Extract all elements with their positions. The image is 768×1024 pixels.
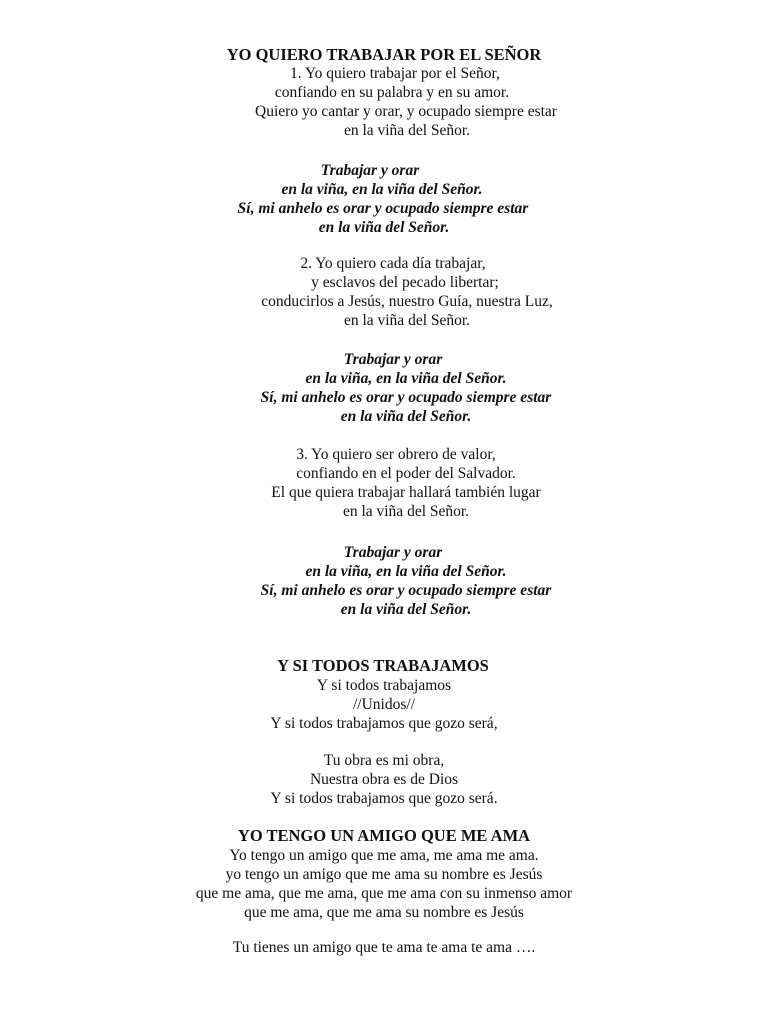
verse-line: yo tengo un amigo que me ama su nombre es Jesús (225, 866, 543, 883)
song-title: YO QUIERO TRABAJAR POR EL SEÑOR (226, 45, 542, 64)
chorus-line: Trabajar y orar (320, 162, 420, 179)
chorus-line: Sí, mi anhelo es orar y ocupado siempre estar (260, 389, 552, 406)
verse-line: conducirlos a Jesús, nuestro Guía, nuestra Luz, (261, 293, 553, 310)
verse-line: confiando en su palabra y en su amor. (274, 84, 510, 101)
verse-line: Nuestra obra es de Dios (309, 771, 459, 788)
chorus-line: en la viña, en la viña del Señor. (281, 181, 483, 198)
chorus-line: en la viña, en la viña del Señor. (305, 563, 507, 580)
verse-line: Y si todos trabajamos que gozo será. (270, 790, 498, 807)
chorus-line: Trabajar y orar (343, 544, 443, 561)
chorus-line: en la viña, en la viña del Señor. (305, 370, 507, 387)
verse-line: 2. Yo quiero cada día trabajar, (300, 255, 486, 272)
chorus-line: Sí, mi anhelo es orar y ocupado siempre estar (260, 582, 552, 599)
verse-line: Yo tengo un amigo que me ama, me ama me ama. (229, 847, 539, 864)
song-title: Y SI TODOS TRABAJAMOS (277, 656, 489, 675)
verse-line: en la viña del Señor. (342, 503, 470, 520)
verse-line: Y si todos trabajamos (316, 677, 452, 694)
verse-line: Tu obra es mi obra, (323, 752, 445, 769)
verse-line: Tu tienes un amigo que te ama te ama te ama …. (232, 939, 536, 956)
chorus-line: en la viña del Señor. (340, 601, 472, 618)
verse-line: 3. Yo quiero ser obrero de valor, (296, 446, 496, 463)
verse-line: Quiero yo cantar y orar, y ocupado siempre estar (255, 103, 557, 120)
chorus-line: en la viña del Señor. (340, 408, 472, 425)
verse-line: en la viña del Señor. (343, 312, 471, 329)
chorus-line: en la viña del Señor. (318, 219, 450, 236)
verse-line: en la viña del Señor. (343, 122, 471, 139)
verse-line: y esclavos del pecado libertar; (311, 274, 499, 291)
verse-line: Y si todos trabajamos que gozo será, (270, 715, 498, 732)
chorus-line: Trabajar y orar (343, 351, 443, 368)
verse-line: confiando en el poder del Salvador. (296, 465, 516, 482)
verse-line: //Unidos// (352, 696, 416, 713)
verse-line: El que quiera trabajar hallará también lugar (271, 484, 541, 501)
chorus-line: Sí, mi anhelo es orar y ocupado siempre estar (237, 200, 529, 217)
song-title: YO TENGO UN AMIGO QUE ME AMA (237, 826, 531, 845)
verse-line: 1. Yo quiero trabajar por el Señor, (290, 65, 500, 82)
verse-line: que me ama, que me ama su nombre es Jesús (244, 904, 524, 921)
verse-line: que me ama, que me ama, que me ama con su inmenso amor (195, 885, 573, 902)
